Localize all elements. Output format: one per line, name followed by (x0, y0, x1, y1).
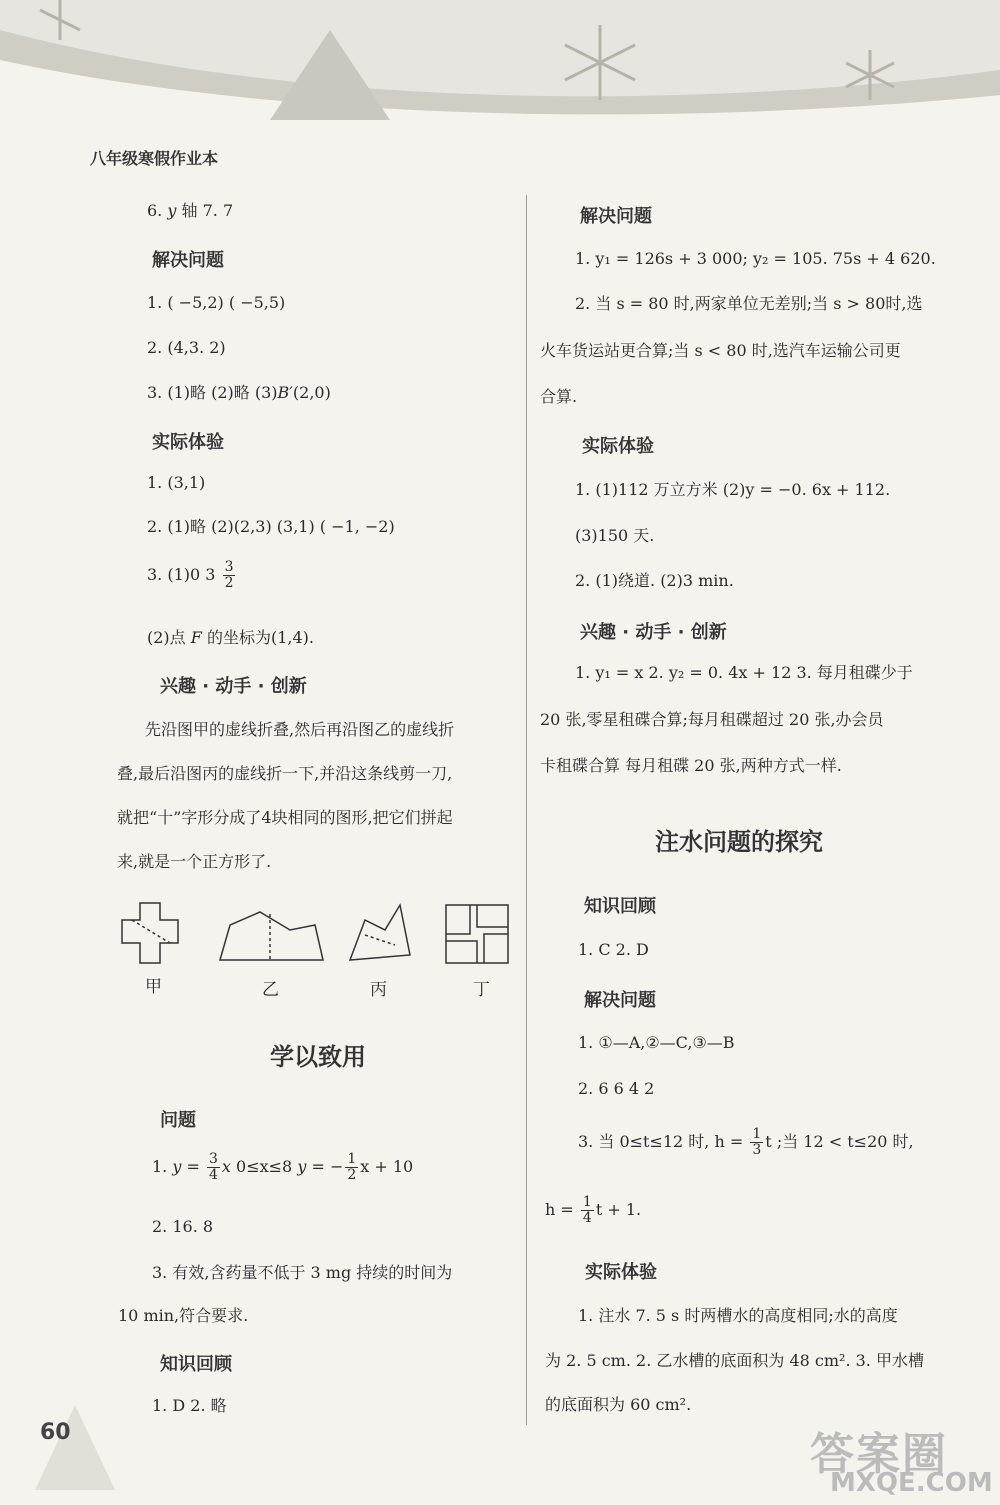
page-number: 60 (40, 1420, 71, 1445)
answer-line: 1. (1)112 万立方米 (2)y = −0. 6x + 112. (575, 480, 891, 499)
answer-line: 6. y 轴 7. 7 (147, 201, 234, 220)
cutting-diagram (120, 900, 515, 970)
answer-line: 1. y₁ = 126s + 3 000; y₂ = 105. 75s + 4 620. (575, 249, 936, 268)
answer-line: 10 min,符合要求. (118, 1306, 249, 1325)
fold-line (132, 920, 170, 943)
answer-line: 2. 当 s = 80 时,两家单位无差别;当 s > 80时,选 (575, 294, 923, 313)
answer-line: 1. y = $\frac{3}{4}$ x 0≤x≤8 y = − $\frac{1}{2}$ x + 10 (152, 1151, 414, 1183)
heading-jjwt: 解决问题 (152, 250, 224, 271)
answer-line: 3. (1)0 3 $\frac{3}{2}$ (147, 559, 234, 591)
column-divider (526, 195, 527, 1425)
answer-line: 2. 16. 8 (152, 1217, 214, 1236)
answer-line: 20 张,零星租碟合算;每月租碟超过 20 张,办会员 (540, 710, 884, 729)
answer-line: 2. (4,3. 2) (147, 338, 226, 357)
figure-label: 丁 (473, 980, 490, 1000)
heading-sjty: 实际体验 (582, 436, 654, 457)
tree-icon (30, 1400, 120, 1500)
answer-line: 3. 当 0≤t≤12 时, h = $\frac{1}{3}$ t ;当 12 < t≤20 时, (578, 1126, 914, 1158)
figure-label: 丙 (370, 980, 387, 1000)
answer-line: 2. (1)略 (2)(2,3) (3,1) ( −1, −2) (147, 517, 395, 536)
answer-line: 1. (3,1) (147, 473, 206, 492)
answer-line: 2. 6 6 4 2 (578, 1079, 655, 1098)
answer-line: 卡租碟合算 每月租碟 20 张,两种方式一样. (540, 756, 842, 775)
answer-line: 1. ( −5,2) ( −5,5) (147, 293, 286, 312)
heading-wt: 问题 (160, 1110, 196, 1131)
answer-line: 1. ①—A,②—C,③—B (578, 1033, 735, 1052)
answer-line: (2)点 F 的坐标为(1,4). (147, 628, 314, 647)
answer-line: 1. 注水 7. 5 s 时两槽水的高度相同;水的高度 (578, 1306, 898, 1325)
heading-zshg: 知识回顾 (160, 1354, 232, 1375)
heading-sjty: 实际体验 (585, 1262, 657, 1283)
answer-line: 1. y₁ = x 2. y₂ = 0. 4x + 12 3. 每月租碟少于 (575, 663, 913, 682)
answer-line: 的底面积为 60 cm². (545, 1395, 692, 1414)
paragraph: 先沿图甲的虚线折叠,然后再沿图乙的虚线折 叠,最后沿图丙的虚线折一下,并沿这条线剪一刀, 就把“十”字形分成了4块相同的图形,把它们拼起 来,就是一个正方形了. (117, 720, 455, 871)
heading-xq: 兴趣 · 动手 · 创新 (580, 622, 727, 643)
figure-label: 甲 (145, 977, 162, 997)
figure-label: 乙 (262, 980, 279, 1000)
book-title: 八年级寒假作业本 (90, 149, 219, 168)
answer-line: 为 2. 5 cm. 2. 乙水槽的底面积为 48 cm². 3. 甲水槽 (545, 1351, 924, 1370)
heading-sjty: 实际体验 (152, 432, 224, 453)
section-title: 学以致用 (270, 1042, 366, 1071)
answer-line: 合算. (540, 387, 578, 406)
answer-line: (3)150 天. (575, 526, 655, 545)
heading-jjwt: 解决问题 (584, 990, 656, 1011)
answer-line: h = $\frac{1}{4}$ t + 1. (545, 1194, 642, 1226)
heading-xq: 兴趣 · 动手 · 创新 (160, 676, 307, 697)
answer-line: 2. (1)绕道. (2)3 min. (575, 571, 734, 590)
folded-shape-b (220, 912, 323, 960)
section-title: 注水问题的探究 (655, 827, 823, 856)
watermark-url: MXQE.COM (830, 1468, 993, 1498)
heading-zshg: 知识回顾 (584, 896, 656, 917)
answer-line: 1. D 2. 略 (152, 1396, 227, 1415)
answer-line: 3. (1)略 (2)略 (3)B′(2,0) (147, 383, 331, 402)
heading-jjwt: 解决问题 (580, 206, 652, 227)
watermark-logo: 答案圈 (810, 1429, 948, 1480)
answer-line: 1. C 2. D (578, 940, 649, 959)
cross-shape (122, 903, 178, 963)
folded-shape-c (350, 905, 410, 960)
answer-line: 火车货运站更合算;当 s < 80 时,选汽车运输公司更 (540, 341, 901, 360)
answer-line: 3. 有效,含药量不低于 3 mg 持续的时间为 (152, 1263, 453, 1282)
